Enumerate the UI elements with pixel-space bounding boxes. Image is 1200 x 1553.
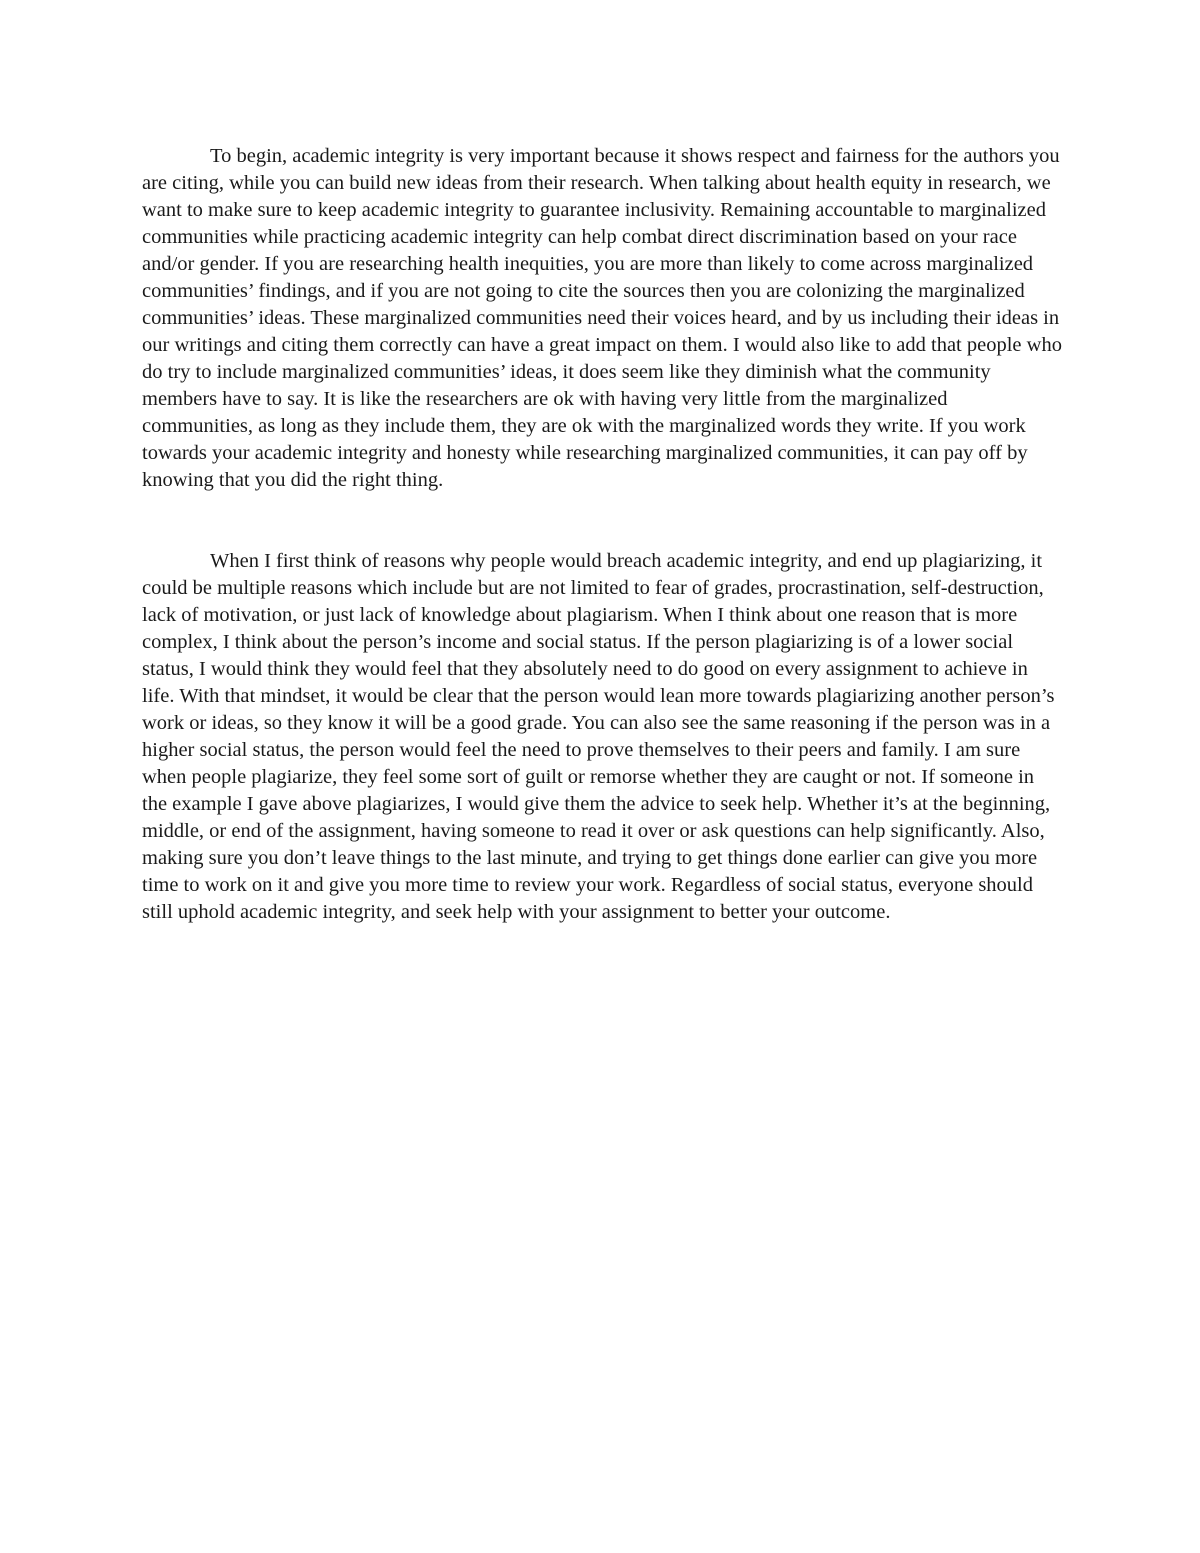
document-body	[142, 143, 1062, 926]
paragraph-reasons-for-plagiarism: When I first think of reasons why people would breach academic integrity, and end up plagiarizing, it could be multiple reasons which include but are not limited to fear of grades, procrastination, self-destruction, lack of motivation, or just lack of knowledge about plagiarism. When I think about one reason that is more complex, I think about the person’s income and social status. If the person plagiarizing is of a lower social status, I would think they would feel that they absolutely need to do good on every assignment to achieve in life. With that mindset, it would be clear that the person would lean more towards plagiarizing another person’s work or ideas, so they know it will be a good grade. You can also see the same reasoning if the person was in a higher social status, the person would feel the need to prove themselves to their peers and family. I am sure when people plagiarize, they feel some sort of guilt or remorse whether they are caught or not. If someone in the example I gave above plagiarizes, I would give them the advice to seek help. Whether it’s at the beginning, middle, or end of the assignment, having someone to read it over or ask questions can help significantly. Also, making sure you don’t leave things to the last minute, and trying to get things done earlier can give you more time to work on it and give you more time to review your work. Regardless of social status, everyone should still uphold academic integrity, and seek help with your assignment to better your outcome.	[142, 550, 1055, 923]
paragraph-academic-integrity-health-equity: To begin, academic integrity is very important because it shows respect and fairness for the authors you are citing, while you can build new ideas from their research. When talking about health equity in research, we want to make sure to keep academic integrity to guarantee inclusivity. Remaining accountable to marginalized communities while practicing academic integrity can help combat direct discrimination based on your race and/or gender. If you are researching health inequities, you are more than likely to come across marginalized communities’ findings, and if you are not going to cite the sources then you are colonizing the marginalized communities’ ideas. These marginalized communities need their voices heard, and by us including their ideas in our writings and citing them correctly can have a great impact on them. I would also like to add that people who do try to include marginalized communities’ ideas, it does seem like they diminish what the community members have to say. It is like the researchers are ok with having very little from the marginalized communities, as long as they include them, they are ok with the marginalized words they write. If you work towards your academic integrity and honesty while researching marginalized communities, it can pay off by knowing that you did the right thing.	[142, 145, 1062, 491]
